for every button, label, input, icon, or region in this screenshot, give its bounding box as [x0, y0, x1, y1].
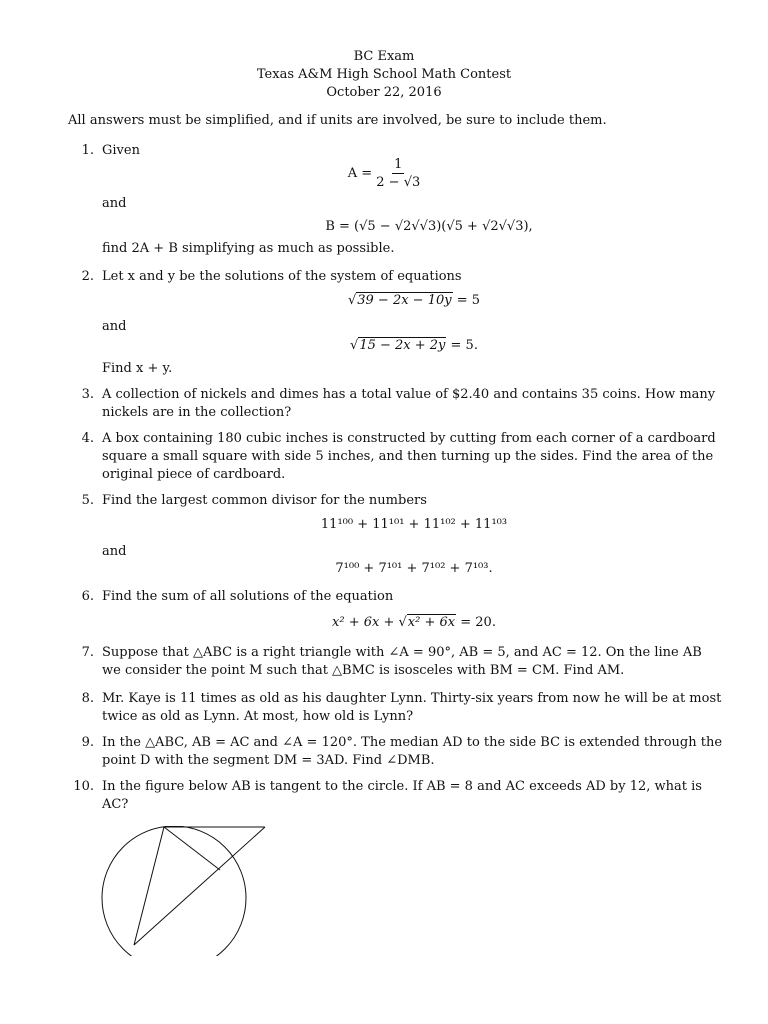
tangent-secant-figure [100, 826, 280, 956]
fraction-denominator: 2 − √3 [376, 175, 421, 190]
equation-6 [0, 614, 768, 632]
problem-7 [68, 644, 724, 680]
problem-number: 8. [81, 691, 94, 706]
problem-2 [68, 268, 724, 286]
exam-title: BC Exam [353, 49, 415, 64]
problem-number: 10. [73, 779, 94, 794]
problem-number: 2. [81, 269, 94, 284]
problem-text: A box containing 180 cubic inches is constructed by cutting from each corner of a cardboard square a small square with side 5 inches, and then turning up the sides. Find the area of the original piece of cardboard. [102, 431, 716, 482]
equation-right: = 20. [460, 615, 496, 630]
radical-sign: √ [398, 615, 407, 630]
equation-a-lhs: A = [347, 166, 373, 181]
equation-b: B = (√5 − √2√√3)(√5 + √2√√3), [325, 219, 533, 234]
radicand: x² + 6x [407, 615, 456, 630]
problem-10 [68, 778, 724, 814]
problem-number: 6. [81, 589, 94, 604]
chord-line [134, 827, 164, 945]
problem-lead: Let x and y be the solutions of the system of equations [102, 269, 462, 284]
equation-a-fraction [376, 156, 420, 191]
contest-name: Texas A&M High School Math Contest [256, 67, 512, 82]
problem-lead: Find the largest common divisor for the numbers [102, 493, 427, 508]
problem-4 [68, 430, 724, 484]
radical-sign: √ [347, 293, 357, 308]
problem-9 [68, 734, 724, 770]
problem-text: In the △ABC, AB = AC and ∠A = 120°. The median AD to the side BC is extended through the point D with the segment DM = 3AD. Find ∠DMB. [102, 735, 723, 768]
problem-tail: Find x + y. [102, 361, 173, 376]
problem-lead: Given [102, 143, 140, 158]
problem-text: A collection of nickels and dimes has a total value of $2.40 and contains 35 coins. How many nickels are in the collection? [102, 387, 716, 420]
equation-system-1 [0, 292, 768, 310]
radicand: 39 − 2x − 10y [357, 293, 452, 308]
equation-a [0, 156, 768, 191]
radical-sign: √ [350, 338, 359, 353]
equation-rhs: = 5 [456, 293, 481, 308]
problem-number: 5. [81, 493, 94, 508]
numbers-expression-2: 7¹⁰⁰ + 7¹⁰¹ + 7¹⁰² + 7¹⁰³. [335, 561, 493, 576]
problem-text: In the figure below AB is tangent to the circle. If AB = 8 and AC exceeds AD by 12, what is AC? [102, 779, 702, 812]
connector-and: and [102, 319, 127, 334]
problem-text: Suppose that △ABC is a right triangle with ∠A = 90°, AB = 5, and AC = 12. On the line AB we consider the point M such that △BMC is isosceles with BM = CM. Find AM. [102, 645, 702, 678]
problem-3 [68, 386, 724, 422]
problem-number: 9. [81, 735, 94, 750]
exam-date: October 22, 2016 [326, 85, 442, 100]
connector-and: and [102, 544, 127, 559]
problem-lead: Find the sum of all solutions of the equation [102, 589, 394, 604]
problem-8 [68, 690, 724, 726]
problem-6 [68, 588, 724, 606]
fraction-numerator: 1 [394, 157, 403, 172]
inner-chord-line [164, 827, 220, 870]
instructions: All answers must be simplified, and if units are involved, be sure to include them. [68, 113, 607, 128]
equation-system-2 [0, 337, 768, 355]
connector-and: and [102, 196, 127, 211]
problem-number: 7. [81, 645, 94, 660]
radicand: 15 − 2x + 2y [359, 338, 446, 353]
circle [102, 826, 246, 956]
problem-tail: find 2A + B simplifying as much as possible. [102, 241, 395, 256]
equation-rhs: = 5. [450, 338, 478, 353]
problem-5 [68, 492, 724, 510]
problem-number: 1. [81, 143, 94, 158]
problem-number: 4. [81, 431, 94, 446]
equation-left: x² + 6x + [332, 615, 395, 630]
numbers-expression-1: 11¹⁰⁰ + 11¹⁰¹ + 11¹⁰² + 11¹⁰³ [320, 517, 508, 532]
problem-number: 3. [81, 387, 94, 402]
exam-header [0, 48, 768, 102]
problem-text: Mr. Kaye is 11 times as old as his daughter Lynn. Thirty-six years from now he will be at most twice as old as Lynn. At most, how old is Lynn? [102, 691, 722, 724]
